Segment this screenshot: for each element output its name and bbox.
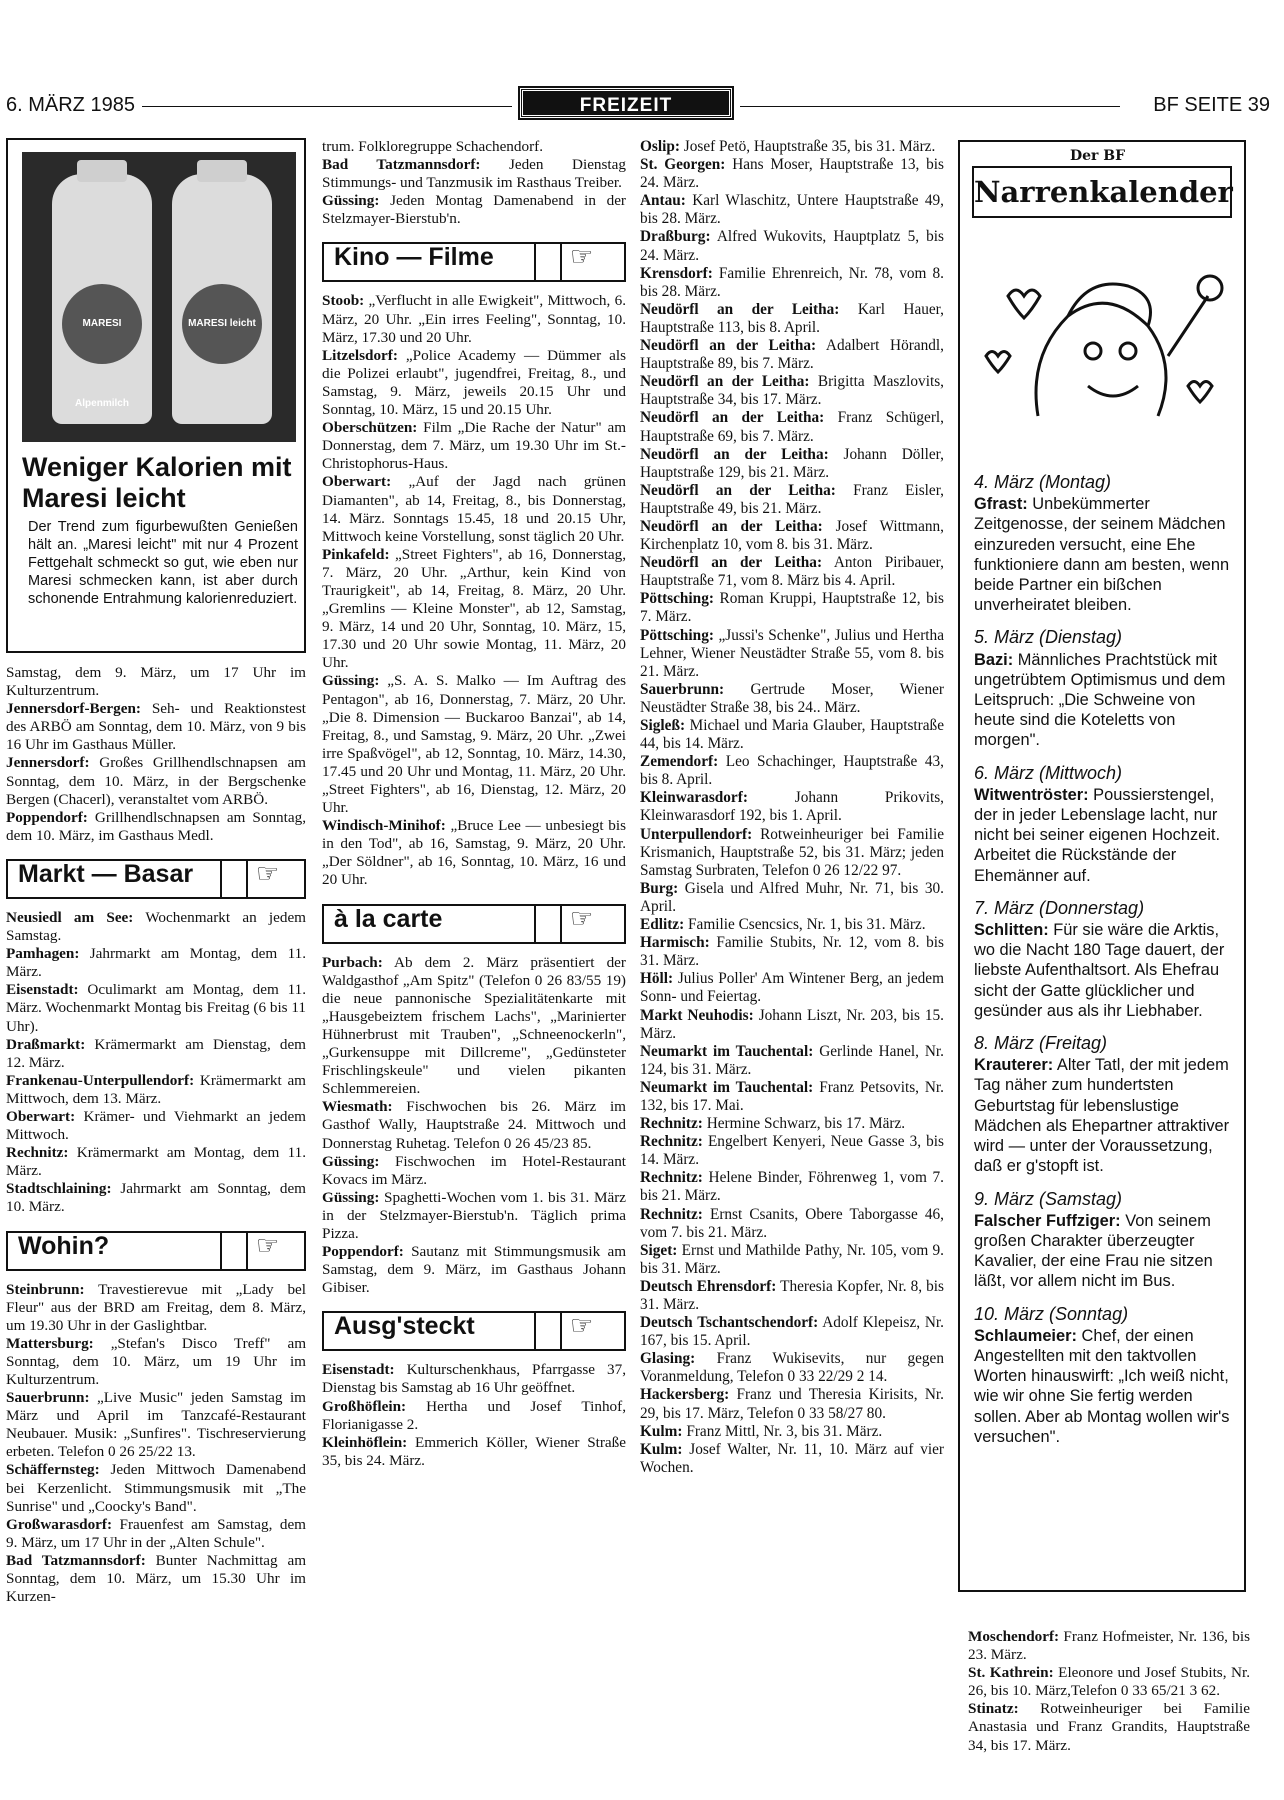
listing-entry: Steinbrunn: Travestierevue mit „Lady bel Fleur" aus der BRD am Freitag, dem 8. März, um 19.30 Uhr in der Gaslightbar. <box>6 1280 306 1334</box>
listing-entry: Harmisch: Familie Stubits, Nr. 12, vom 8. bis 31. März. <box>640 934 944 970</box>
cartoon-mouth <box>1088 386 1138 396</box>
heart-icon <box>1008 290 1040 318</box>
pointer-box <box>534 242 562 282</box>
listing-entry: Neumarkt im Tauchental: Gerlinde Hanel, Nr. 124, bis 31. März. <box>640 1042 945 1078</box>
listing-entry: St. Kathrein: Eleonore und Josef Stubits, Nr. 26, bis 10. März,Telefon 0 33 65/21 3 62. <box>968 1664 1250 1700</box>
calendar-term: Gfrast: <box>974 495 1028 514</box>
listing-entry: Purbach: Ab dem 2. März präsentiert der Waldgasthof „Am Spitz" (Telefon 0 26 83/55 19) die neue pannonische Spezialitätenkarte mit „Hausgebeiztem frischem Lachs", „Marinierter Hühnerbrust mit Trauben", „Schneenockerln", „Gurkensuppe mit Dillcreme", „Gedünsteter Frischlingskeule" und vielen pikanten Schlemmereien. <box>322 953 626 1098</box>
pointer-box <box>534 1311 562 1351</box>
listing-entry: Kleinhöflein: Emmerich Köller, Wiener Straße 35, bis 24. März. <box>322 1433 626 1469</box>
listing-entry: Neudörfl an der Leitha: Adalbert Hörandl, Hauptstraße 89, bis 7. März. <box>640 337 944 373</box>
calendar-definition: Chef, der einen Angestellten mit den taktvollen Worten hinauswirft: „Ich weiß nicht, wie wir ohne Sie fertig werden sollen. Aber ab Montag wollen wir's versuchen". <box>974 1326 1230 1446</box>
listing-entry: Jennersdorf-Bergen: Seh- und Reaktionstest des ARBÖ am Sonntag, dem 10. März, von 9 bis 16 Uhr im Gasthaus Müller. <box>6 700 306 754</box>
calendar-definition: Von seinem großen Charakter überzeugter Kavalier, der eine Frau nie sitzen läßt, vor allem nicht im Bus. <box>974 1211 1213 1291</box>
listing-entry: Oberwart: „Auf der Jagd nach grünen Diamanten", ab 14, Freitag, 8., bis Donnerstag, 14. März. Sonntags 15.45, 18 und 20.15 Uhr, Mittwoch keine Vorstellung, sonst täglich 20 Uhr. <box>322 473 626 545</box>
section-heading-wohin <box>6 1231 306 1271</box>
milk-bottle-icon <box>52 174 152 424</box>
calendar-entry <box>974 1189 1236 1292</box>
jester-cartoon <box>968 236 1236 436</box>
listing-entry: Krensdorf: Familie Ehrenreich, Nr. 78, vom 8. bis 28. März. <box>640 264 944 300</box>
listing-entry: Neudörfl an der Leitha: Karl Hauer, Hauptstraße 113, bis 8. April. <box>640 300 944 336</box>
listing-entry: Oberwart: Krämer- und Viehmarkt an jedem Mittwoch. <box>6 1107 306 1144</box>
listing-entry: Neudörfl an der Leitha: Anton Piribauer, Hauptstraße 71, vom 8. März bis 4. April. <box>640 554 944 590</box>
listing-entry: St. Georgen: Hans Moser, Hauptstraße 13, bis 24. März. <box>640 156 944 192</box>
listing-entry: Burg: Gisela und Alfred Muhr, Nr. 71, bis 30. April. <box>640 879 944 915</box>
listing-entry: Pamhagen: Jahrmarkt am Montag, dem 11. März. <box>6 945 306 981</box>
calendar-term: Witwentröster: <box>974 785 1089 804</box>
column-2 <box>322 138 626 1470</box>
calendar-entry <box>974 472 1236 615</box>
pointer-box <box>220 1231 248 1271</box>
listing-entry: Rechnitz: Engelbert Kenyeri, Neue Gasse 3, bis 14. März. <box>640 1133 944 1169</box>
narrenkalender-box <box>958 140 1246 1592</box>
listing-entry: Rechnitz: Krämermarkt am Montag, dem 11. März. <box>6 1144 307 1180</box>
listing-entry: Güssing: Fischwochen im Hotel-Restaurant Kovacs im März. <box>322 1152 627 1188</box>
section-heading-carte <box>322 904 626 944</box>
calendar-term: Schlitten: <box>974 921 1049 940</box>
listing-entry: Windisch-Minihof: „Bruce Lee — unbesiegt bis in den Tod", ab 16, Samstag, 9. März, 20 Uhr. „Der Söldner", ab 16, Sonntag, 10. März, 16 und 20 Uhr. <box>322 817 626 889</box>
calendar-date: 8. März (Freitag) <box>974 1033 1108 1054</box>
listing-entry: Glasing: Franz Wukisevits, nur gegen Voranmeldung, Telefon 0 33 22/29 2 14. <box>640 1350 944 1386</box>
maresi-advertisement <box>6 138 306 653</box>
column-1 <box>6 664 306 1606</box>
listing-entry: Rechnitz: Helene Binder, Föhrenweg 1, vom 7. bis 21. März. <box>640 1169 944 1205</box>
listing-entry: Neudörfl an der Leitha: Johann Döller, Hauptstraße 129, bis 21. März. <box>640 445 944 481</box>
heart-icon <box>1188 382 1212 403</box>
section-heading-title: Ausg'steckt <box>334 1312 475 1341</box>
narrenkalender-masthead-small: Der BF <box>1070 148 1126 164</box>
listing-entry: Stadtschlaining: Jahrmarkt am Sonntag, dem 10. März. <box>6 1180 306 1216</box>
calendar-definition: Männliches Prachtstück mit ungetrübtem Optimismus und dem Leitspruch: „Die Schweine von heute sind die Koteletts von morgen". <box>974 650 1226 750</box>
listing-entry: Eisenstadt: Kulturschenkhaus, Pfarrgasse 37, Dienstag bis Samstag ab 16 Uhr geöffnet. <box>322 1361 626 1397</box>
calendar-entry <box>974 898 1236 1021</box>
ad-body: Der Trend zum figurbewußten Genießen hält an. „Maresi leicht" mit nur 4 Prozent Fettgehalt schmeckt so gut, wie eben nur Maresi schmecken kann, ist aber durch schonende Entrahmung kalorienreduziert. <box>28 519 298 607</box>
listing-entry: Markt Neuhodis: Johann Liszt, Nr. 203, bis 15. März. <box>640 1006 945 1042</box>
listing-entry: Draßmarkt: Krämermarkt am Dienstag, dem 12. März. <box>6 1035 307 1071</box>
pointing-hand-icon: ☞ <box>570 242 594 272</box>
calendar-term: Krauterer: <box>974 1056 1054 1075</box>
bottle-label: MARESI Alpenmilch <box>62 284 142 364</box>
calendar-date: 6. März (Mittwoch) <box>974 762 1123 783</box>
listing-entry: Pinkafeld: „Street Fighters", ab 16, Donnerstag, 7. März, 20 Uhr. „Arthur, kein Kind von Traurigkeit", ab 14, Freitag, 8. März, 20 Uhr. „Gremlins — Kleine Monster", ab 12, Samstag, 9. März, 14 und 20 Uhr, Sonntag, 10. März, 15, 17.30 und 20 Uhr sowie Montag, 11. März, 20 Uhr. <box>322 545 626 672</box>
wohin-list <box>6 1281 306 1607</box>
pointing-hand-icon: ☞ <box>570 903 594 933</box>
calendar-definition: Unbekümmerter Zeitgenosse, der seinem Mädchen einzureden versucht, eine Ehe funktioniere dann am besten, wenn beide Partner ein bißchen unverheiratet bleiben. <box>974 495 1230 615</box>
listing-entry: Bad Tatzmannsdorf: Jeden Dienstag Stimmungs- und Tanzmusik im Rasthaus Treiber. <box>322 156 626 192</box>
section-heading-ausgsteckt <box>322 1311 626 1351</box>
listing-entry: Neudörfl an der Leitha: Franz Schügerl, Hauptstraße 69, bis 7. März. <box>640 409 944 445</box>
listing-entry: Stoob: „Verflucht in alle Ewigkeit", Mittwoch, 6. März, 20 Uhr. „Ein irres Feeling", Sonntag, 10. März, 17.30 und 20 Uhr. <box>322 292 627 346</box>
narrenkalender-title: Narrenkalender <box>972 166 1232 218</box>
listing-entry: Sauerbrunn: „Live Music" jeden Samstag im März und April im Tanzcafé-Restaurant Neubauer. Musik: „Sunfires". Tischreservierung erbeten. Telefon 0 26 25/22 13. <box>6 1389 306 1461</box>
pointing-hand-icon: ☞ <box>256 1230 280 1260</box>
col2-intro <box>322 138 626 228</box>
bottle-label: MARESI leicht <box>182 284 262 364</box>
col1-intro <box>6 664 306 845</box>
cartoon-flower-stem <box>1168 296 1208 356</box>
listing-entry: Höll: Julius Poller' Am Wintener Berg, an jedem Sonn- und Feiertag. <box>640 970 944 1006</box>
listing-entry: Pöttsching: „Jussi's Schenke", Julius und Hertha Lehner, Wiener Neustädter Straße 55, vom 8. bis 21. März. <box>640 626 944 680</box>
header-rule-left <box>142 106 512 107</box>
calendar-term: Bazi: <box>974 650 1014 669</box>
narrenkalender-entries <box>974 460 1236 1447</box>
listing-entry: Draßburg: Alfred Wukovits, Hauptplatz 5, bis 24. März. <box>640 228 944 264</box>
calendar-date: 7. März (Donnerstag) <box>974 897 1145 918</box>
listing-entry: Neusiedl am See: Wochenmarkt an jedem Samstag. <box>6 908 306 945</box>
listing-entry: Neudörfl an der Leitha: Brigitta Maszlovits, Hauptstraße 34, bis 17. März. <box>640 373 944 409</box>
markt-list <box>6 909 306 1217</box>
calendar-definition: Poussierstengel, der in jeder Lebenslage lacht, nur nicht bei seiner eigenen Hochzeit. Arbeitet die Rückstände der Ehemänner auf. <box>974 785 1221 885</box>
section-heading-markt <box>6 859 306 899</box>
listing-entry: Eisenstadt: Oculimarkt am Montag, dem 11. März. Wochenmarkt Montag bis Freitag (6 bis 11 Uhr). <box>6 981 307 1035</box>
listing-entry: Litzelsdorf: „Police Academy — Dümmer als die Polizei erlaubt", jugendfrei, Freitag, 8., und Samstag, 9. März, jeweils 20.15 Uhr und Sonntag, 10. März, 15 und 20.15 Uhr. <box>322 346 626 419</box>
section-heading-kino <box>322 242 626 282</box>
listing-entry: Großwarasdorf: Frauenfest am Samstag, dem 9. März, um 17 Uhr in der „Alten Schule". <box>6 1515 307 1551</box>
listing-entry: trum. Folkloregruppe Schachendorf. <box>322 138 544 155</box>
listing-entry: Oberschützen: Film „Die Rache der Natur" am Donnerstag, dem 7. März, um 19.30 Uhr im St.-Christophorus-Haus. <box>322 419 627 473</box>
listing-entry: Oslip: Josef Petö, Hauptstraße 35, bis 31. März. <box>640 138 936 155</box>
section-heading-title: Wohin? <box>18 1231 110 1260</box>
listing-entry: Mattersburg: „Stefan's Disco Treff" am Sonntag, dem 10. März, um 19 Uhr im Kulturzentrum. <box>6 1334 307 1388</box>
listing-entry: Bad Tatzmannsdorf: Bunter Nachmittag am Sonntag, dem 10. März, um 15.30 Uhr im Kurzen- <box>6 1551 307 1606</box>
listing-entry: Sigleß: Michael und Maria Glauber, Hauptstraße 44, bis 14. März. <box>640 717 944 753</box>
pointer-box <box>534 904 562 944</box>
page-header <box>0 88 1284 124</box>
listing-entry: Edlitz: Familie Csencsics, Nr. 1, bis 31. März. <box>640 916 926 934</box>
listing-entry: Neudörfl an der Leitha: Josef Wittmann, Kirchenplatz 10, vom 8. bis 31. März. <box>640 517 944 554</box>
listing-entry: Neudörfl an der Leitha: Franz Eisler, Hauptstraße 49, bis 21. März. <box>640 481 944 517</box>
listing-entry: Unterpullendorf: Rotweinheuriger bei Familie Krismanich, Hauptstraße 52, bis 31. März; jeden Samstag Surbraten, Telefon 0 26 12/22 97. <box>640 825 945 879</box>
page-number: BF SEITE 39 <box>1153 94 1270 116</box>
calendar-entry <box>974 627 1236 750</box>
pointing-hand-icon: ☞ <box>256 858 280 888</box>
carte-list <box>322 954 626 1298</box>
listing-entry: Kleinwarasdorf: Johann Prikovits, Kleinwarasdorf 192, bis 1. April. <box>640 789 945 825</box>
listing-entry: Rechnitz: Hermine Schwarz, bis 17. März. <box>640 1115 906 1133</box>
header-rule-right <box>740 106 1120 107</box>
listing-entry: Poppendorf: Sautanz mit Stimmungsmusik am Samstag, dem 9. März, im Gasthaus Johann Gibiser. <box>322 1243 627 1297</box>
listing-entry: Großhöflein: Hertha und Josef Tinhof, Florianigasse 2. <box>322 1397 626 1433</box>
listing-entry: Antau: Karl Wlaschitz, Untere Hauptstraße 49, bis 28. März. <box>640 192 944 228</box>
cartoon-eye <box>1085 343 1101 359</box>
section-title: FREIZEIT <box>520 88 732 118</box>
listing-entry: Rechnitz: Ernst Csanits, Obere Taborgasse 46, vom 7. bis 21. März. <box>640 1205 945 1241</box>
ad-photo <box>22 152 296 442</box>
listing-entry: Deutsch Tschantschendorf: Adolf Klepeisz, Nr. 167, bis 15. April. <box>640 1314 944 1350</box>
listing-entry: Deutsch Ehrensdorf: Theresia Kopfer, Nr. 8, bis 31. März. <box>640 1277 944 1313</box>
listing-entry: Neumarkt im Tauchental: Franz Petsovits, Nr. 132, bis 17. Mai. <box>640 1078 945 1114</box>
listing-entry: Güssing: „S. A. S. Malko — Im Auftrag des Pentagon", ab 16, Donnerstag, 7. März, 20 Uhr. „Die 8. Dimension — Buckaroo Banzai", ab 14, Freitag, 8., und Samstag, 9. März, 20 Uhr. „Zwei irre Spaßvögel", ab 12, Sonntag, 10. März, 14.30, 17.45 und 20 Uhr und Montag, 11. März, 20 Uhr. „Street Fighters", ab 16, Dienstag, 12. März, 20 Uhr. <box>322 672 626 817</box>
column-4-continuation <box>968 1628 1250 1755</box>
listing-entry: Hackersberg: Franz und Theresia Kirisits, Nr. 29, bis 17. März, Telefon 0 33 58/27 80. <box>640 1386 944 1422</box>
heart-icon <box>986 352 1010 373</box>
listing-entry: Kulm: Franz Mittl, Nr. 3, bis 31. März. <box>640 1422 883 1440</box>
calendar-definition: Für sie wäre die Arktis, wo die Nacht 180 Tage dauert, der liebste Aufenthaltsort. Als Ehefrau sicht der Gatte glücklicher und gesünder aus als ihr Liebhaber. <box>974 921 1225 1020</box>
calendar-date: 4. März (Montag) <box>974 472 1112 492</box>
pointer-box <box>220 859 248 899</box>
listing-entry: Siget: Ernst und Mathilde Pathy, Nr. 105, vom 9. bis 31. März. <box>640 1241 945 1277</box>
calendar-term: Falscher Fuffziger: <box>974 1211 1121 1230</box>
milk-bottle-icon <box>172 174 272 424</box>
calendar-definition: Alter Tatl, der mit jedem Tag näher zum hundertsten Geburtstag für lebenslustige Mädchen als Ehepartner attraktiver wird — unter der Voraussetzung, daß er g'stopft ist. <box>974 1056 1230 1176</box>
kino-list <box>322 292 626 889</box>
calendar-entry <box>974 1304 1236 1447</box>
listing-entry: Schäffernsteg: Jeden Mittwoch Damenabend bei Kerzenlicht. Stimmungsmusik mit „The Sunrise" und „Coocky's Band". <box>6 1461 307 1515</box>
issue-date: 6. MÄRZ 1985 <box>6 94 135 116</box>
cartoon-head <box>1036 303 1166 416</box>
listing-entry: Zemendorf: Leo Schachinger, Hauptstraße 43, bis 8. April. <box>640 753 944 789</box>
calendar-date: 9. März (Samstag) <box>974 1188 1123 1209</box>
calendar-date: 10. März (Sonntag) <box>974 1303 1129 1324</box>
calendar-date: 5. März (Dienstag) <box>974 627 1123 648</box>
calendar-entry <box>974 763 1236 886</box>
cartoon-eye <box>1120 343 1136 359</box>
column-3 <box>640 138 944 1477</box>
section-heading-title: Kino — Filme <box>334 243 494 272</box>
pointing-hand-icon: ☞ <box>570 1311 594 1341</box>
flower-icon <box>1198 276 1222 300</box>
listing-entry: Sauerbrunn: Gertrude Moser, Wiener Neustädter Straße 38, bis 24.. März. <box>640 680 944 716</box>
listing-entry: Stinatz: Rotweinheuriger bei Familie Anastasia und Franz Grandits, Hauptstraße 34, bis 17. März. <box>968 1700 1250 1754</box>
calendar-entry <box>974 1033 1236 1176</box>
ausgsteckt-list <box>322 1361 626 1470</box>
listing-entry: Güssing: Spaghetti-Wochen vom 1. bis 31. März in der Stelzmayer-Bierstub'n. Täglich prima Pizza. <box>322 1188 626 1242</box>
listing-entry: Samstag, dem 9. März, um 17 Uhr im Kulturzentrum. <box>6 664 306 700</box>
calendar-term: Schlaumeier: <box>974 1326 1077 1345</box>
listing-entry: Kulm: Josef Walter, Nr. 11, 10. März auf vier Wochen. <box>640 1440 944 1476</box>
listing-entry: Wiesmath: Fischwochen bis 26. März im Gasthof Wally, Hauptstraße 24. Mittwoch und Donnerstag Ruhetag. Telefon 0 26 45/23 85. <box>322 1098 626 1152</box>
section-heading-title: à la carte <box>334 904 443 933</box>
section-heading-title: Markt — Basar <box>18 859 194 888</box>
listing-entry: Frankenau-Unterpullendorf: Krämermarkt am Mittwoch, dem 13. März. <box>6 1071 306 1107</box>
listing-entry: Güssing: Jeden Montag Damenabend in der Stelzmayer-Bierstub'n. <box>322 192 626 228</box>
listing-entry: Poppendorf: Grillhendlschnapsen am Sonntag, dem 10. März, im Gasthaus Medl. <box>6 808 307 844</box>
listing-entry: Pöttsching: Roman Kruppi, Hauptstraße 12, bis 7. März. <box>640 590 945 626</box>
ad-headline: Weniger Kalorien mit Maresi leicht <box>22 452 292 513</box>
listing-entry: Jennersdorf: Großes Grillhendlschnapsen am Sonntag, dem 10. März, in der Bergschenke Bergen (Chacerl), veranstaltet vom ARBÖ. <box>6 754 306 808</box>
listing-entry: Moschendorf: Franz Hofmeister, Nr. 136, bis 23. März. <box>968 1628 1250 1664</box>
